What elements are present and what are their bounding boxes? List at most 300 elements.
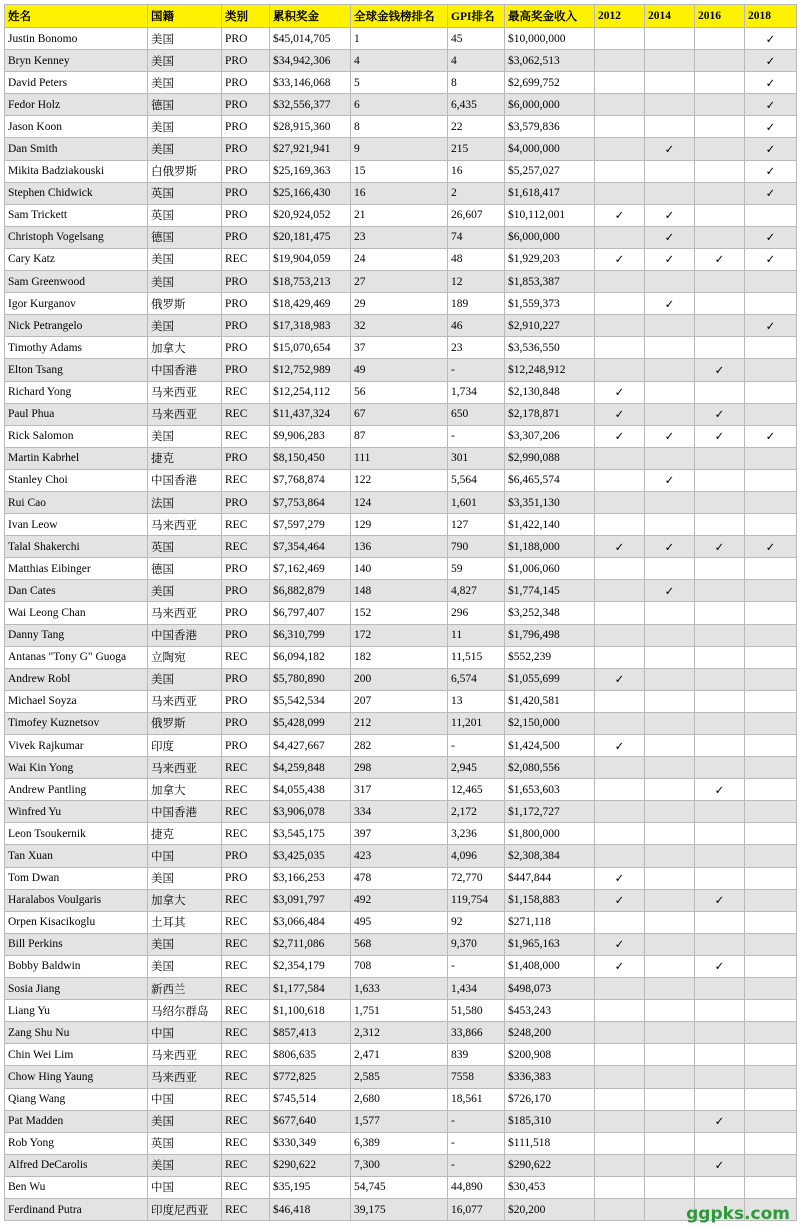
cell-name: Vivek Rajkumar [5, 735, 148, 757]
cell-gpi-rank: 215 [448, 138, 505, 160]
cell-money-list-rank: 87 [351, 425, 448, 447]
cell-2018 [745, 337, 797, 359]
cell-money-list-rank: 37 [351, 337, 448, 359]
cell-nationality: 美国 [148, 248, 222, 270]
cell-gpi-rank: - [448, 359, 505, 381]
cell-2012: ✓ [595, 381, 645, 403]
cell-total-earnings: $5,428,099 [270, 712, 351, 734]
table-row [5, 359, 797, 381]
cell-name: Antanas "Tony G" Guoga [5, 646, 148, 668]
table-row [5, 1088, 797, 1110]
cell-2016 [695, 801, 745, 823]
cell-2012 [595, 72, 645, 94]
cell-2014 [645, 1022, 695, 1044]
cell-top-cash: $2,130,848 [505, 381, 595, 403]
cell-category: REC [222, 1022, 270, 1044]
cell-money-list-rank: 1,577 [351, 1110, 448, 1132]
cell-name: Sam Greenwood [5, 271, 148, 293]
table-row [5, 1022, 797, 1044]
cell-category: PRO [222, 867, 270, 889]
cell-money-list-rank: 136 [351, 536, 448, 558]
cell-category: REC [222, 801, 270, 823]
table-row [5, 403, 797, 425]
cell-total-earnings: $677,640 [270, 1110, 351, 1132]
cell-total-earnings: $2,711,086 [270, 933, 351, 955]
cell-2018 [745, 514, 797, 536]
cell-2018 [745, 845, 797, 867]
cell-nationality: 马来西亚 [148, 381, 222, 403]
header-2018: 2018 [745, 5, 797, 28]
cell-nationality: 英国 [148, 182, 222, 204]
cell-gpi-rank: 4 [448, 50, 505, 72]
cell-money-list-rank: 4 [351, 50, 448, 72]
cell-money-list-rank: 29 [351, 293, 448, 315]
cell-money-list-rank: 200 [351, 668, 448, 690]
cell-money-list-rank: 334 [351, 801, 448, 823]
cell-gpi-rank: 74 [448, 226, 505, 248]
cell-gpi-rank: - [448, 955, 505, 977]
cell-2016 [695, 116, 745, 138]
cell-name: Matthias Eibinger [5, 558, 148, 580]
cell-total-earnings: $6,882,879 [270, 580, 351, 602]
cell-2012 [595, 1044, 645, 1066]
cell-gpi-rank: 72,770 [448, 867, 505, 889]
cell-money-list-rank: 49 [351, 359, 448, 381]
cell-total-earnings: $6,310,799 [270, 624, 351, 646]
cell-2014 [645, 1088, 695, 1110]
cell-2012 [595, 271, 645, 293]
cell-2016 [695, 911, 745, 933]
cell-2016 [695, 1066, 745, 1088]
cell-total-earnings: $18,753,213 [270, 271, 351, 293]
cell-gpi-rank: 1,434 [448, 978, 505, 1000]
table-row [5, 1110, 797, 1132]
cell-nationality: 马绍尔群岛 [148, 1000, 222, 1022]
cell-2018 [745, 911, 797, 933]
cell-2018 [745, 978, 797, 1000]
cell-2018 [745, 1110, 797, 1132]
header-nationality: 国籍 [148, 5, 222, 28]
cell-2014: ✓ [645, 580, 695, 602]
cell-2014 [645, 381, 695, 403]
cell-money-list-rank: 397 [351, 823, 448, 845]
cell-category: PRO [222, 845, 270, 867]
cell-nationality: 中国香港 [148, 469, 222, 491]
table-row [5, 72, 797, 94]
cell-total-earnings: $4,055,438 [270, 779, 351, 801]
cell-top-cash: $1,006,060 [505, 558, 595, 580]
table-row [5, 182, 797, 204]
cell-2016: ✓ [695, 359, 745, 381]
cell-name: Tom Dwan [5, 867, 148, 889]
cell-2016 [695, 735, 745, 757]
cell-gpi-rank: 6,574 [448, 668, 505, 690]
cell-2016 [695, 690, 745, 712]
cell-nationality: 俄罗斯 [148, 293, 222, 315]
cell-2014 [645, 845, 695, 867]
cell-top-cash: $1,420,581 [505, 690, 595, 712]
cell-2016: ✓ [695, 779, 745, 801]
cell-money-list-rank: 6,389 [351, 1132, 448, 1154]
cell-money-list-rank: 39,175 [351, 1198, 448, 1220]
cell-money-list-rank: 54,745 [351, 1176, 448, 1198]
cell-2018 [745, 469, 797, 491]
header-gpi-rank: GPI排名 [448, 5, 505, 28]
cell-2018 [745, 1088, 797, 1110]
cell-2016 [695, 50, 745, 72]
cell-category: REC [222, 425, 270, 447]
table-row [5, 1176, 797, 1198]
cell-2014 [645, 1176, 695, 1198]
table-row [5, 933, 797, 955]
table-row [5, 116, 797, 138]
cell-2018 [745, 1044, 797, 1066]
cell-nationality: 印度尼西亚 [148, 1198, 222, 1220]
table-row [5, 978, 797, 1000]
cell-2018 [745, 204, 797, 226]
cell-category: PRO [222, 712, 270, 734]
cell-total-earnings: $330,349 [270, 1132, 351, 1154]
cell-2012: ✓ [595, 867, 645, 889]
cell-total-earnings: $20,181,475 [270, 226, 351, 248]
table-body [5, 28, 797, 1221]
cell-2014 [645, 602, 695, 624]
cell-2012 [595, 337, 645, 359]
cell-2014 [645, 823, 695, 845]
cell-total-earnings: $28,915,360 [270, 116, 351, 138]
cell-total-earnings: $1,100,618 [270, 1000, 351, 1022]
cell-top-cash: $1,796,498 [505, 624, 595, 646]
cell-nationality: 马来西亚 [148, 757, 222, 779]
cell-top-cash: $3,351,130 [505, 491, 595, 513]
cell-top-cash: $1,929,203 [505, 248, 595, 270]
cell-2018 [745, 293, 797, 315]
header-category: 类别 [222, 5, 270, 28]
table-row [5, 668, 797, 690]
cell-2012 [595, 469, 645, 491]
cell-2014 [645, 1044, 695, 1066]
cell-nationality: 马来西亚 [148, 514, 222, 536]
cell-gpi-rank: 22 [448, 116, 505, 138]
cell-2012 [595, 1022, 645, 1044]
cell-2016: ✓ [695, 1110, 745, 1132]
cell-nationality: 土耳其 [148, 911, 222, 933]
cell-2012 [595, 315, 645, 337]
cell-money-list-rank: 6 [351, 94, 448, 116]
cell-top-cash: $3,062,513 [505, 50, 595, 72]
cell-nationality: 美国 [148, 271, 222, 293]
cell-gpi-rank: 790 [448, 536, 505, 558]
cell-2016: ✓ [695, 536, 745, 558]
cell-2018: ✓ [745, 182, 797, 204]
cell-2018: ✓ [745, 425, 797, 447]
cell-money-list-rank: 111 [351, 447, 448, 469]
cell-2018 [745, 757, 797, 779]
cell-name: Wai Kin Yong [5, 757, 148, 779]
cell-2016 [695, 602, 745, 624]
cell-2018 [745, 955, 797, 977]
cell-nationality: 马来西亚 [148, 690, 222, 712]
cell-2014 [645, 337, 695, 359]
cell-name: Ben Wu [5, 1176, 148, 1198]
cell-gpi-rank: - [448, 1132, 505, 1154]
cell-total-earnings: $32,556,377 [270, 94, 351, 116]
cell-total-earnings: $15,070,654 [270, 337, 351, 359]
cell-name: Qiang Wang [5, 1088, 148, 1110]
cell-top-cash: $200,908 [505, 1044, 595, 1066]
cell-category: PRO [222, 226, 270, 248]
cell-money-list-rank: 298 [351, 757, 448, 779]
cell-2018 [745, 558, 797, 580]
cell-2012 [595, 580, 645, 602]
cell-2014 [645, 690, 695, 712]
cell-2018: ✓ [745, 138, 797, 160]
cell-2012 [595, 514, 645, 536]
cell-name: Haralabos Voulgaris [5, 889, 148, 911]
cell-top-cash: $111,518 [505, 1132, 595, 1154]
cell-category: REC [222, 1088, 270, 1110]
cell-category: REC [222, 514, 270, 536]
cell-2018 [745, 1176, 797, 1198]
cell-2012 [595, 602, 645, 624]
cell-total-earnings: $2,354,179 [270, 955, 351, 977]
table-row [5, 911, 797, 933]
cell-2016 [695, 757, 745, 779]
cell-money-list-rank: 2,312 [351, 1022, 448, 1044]
cell-money-list-rank: 67 [351, 403, 448, 425]
cell-top-cash: $2,910,227 [505, 315, 595, 337]
cell-2014 [645, 94, 695, 116]
header-money-list-rank: 全球金钱榜排名 [351, 5, 448, 28]
cell-2018 [745, 712, 797, 734]
cell-name: Rick Salomon [5, 425, 148, 447]
header-2012: 2012 [595, 5, 645, 28]
cell-2014 [645, 757, 695, 779]
cell-total-earnings: $33,146,068 [270, 72, 351, 94]
cell-gpi-rank: 92 [448, 911, 505, 933]
cell-2012: ✓ [595, 425, 645, 447]
cell-gpi-rank: 8 [448, 72, 505, 94]
cell-2012 [595, 293, 645, 315]
cell-name: Pat Madden [5, 1110, 148, 1132]
cell-2018 [745, 668, 797, 690]
cell-2014 [645, 447, 695, 469]
cell-category: PRO [222, 690, 270, 712]
cell-name: Fedor Holz [5, 94, 148, 116]
cell-gpi-rank: 44,890 [448, 1176, 505, 1198]
cell-name: Jason Koon [5, 116, 148, 138]
cell-gpi-rank: 6,435 [448, 94, 505, 116]
cell-2016 [695, 293, 745, 315]
table-row [5, 845, 797, 867]
cell-name: Nick Petrangelo [5, 315, 148, 337]
cell-2016 [695, 381, 745, 403]
cell-category: REC [222, 469, 270, 491]
cell-total-earnings: $27,921,941 [270, 138, 351, 160]
cell-2014 [645, 182, 695, 204]
cell-top-cash: $552,239 [505, 646, 595, 668]
cell-total-earnings: $11,437,324 [270, 403, 351, 425]
cell-gpi-rank: 301 [448, 447, 505, 469]
cell-2016 [695, 1088, 745, 1110]
table-row [5, 28, 797, 50]
cell-top-cash: $248,200 [505, 1022, 595, 1044]
cell-name: Stanley Choi [5, 469, 148, 491]
cell-2012 [595, 359, 645, 381]
cell-2016 [695, 978, 745, 1000]
cell-money-list-rank: 1,633 [351, 978, 448, 1000]
cell-2014 [645, 1000, 695, 1022]
cell-gpi-rank: 46 [448, 315, 505, 337]
cell-category: PRO [222, 138, 270, 160]
cell-nationality: 法国 [148, 491, 222, 513]
cell-total-earnings: $25,166,430 [270, 182, 351, 204]
cell-2018 [745, 1000, 797, 1022]
cell-money-list-rank: 140 [351, 558, 448, 580]
cell-money-list-rank: 152 [351, 602, 448, 624]
cell-name: Dan Cates [5, 580, 148, 602]
cell-total-earnings: $806,635 [270, 1044, 351, 1066]
cell-nationality: 马来西亚 [148, 1044, 222, 1066]
cell-total-earnings: $7,597,279 [270, 514, 351, 536]
cell-name: Bill Perkins [5, 933, 148, 955]
cell-2012: ✓ [595, 248, 645, 270]
cell-name: Wai Leong Chan [5, 602, 148, 624]
cell-2016 [695, 315, 745, 337]
table-row [5, 469, 797, 491]
cell-category: PRO [222, 624, 270, 646]
cell-2018: ✓ [745, 116, 797, 138]
cell-2016 [695, 1000, 745, 1022]
cell-2018 [745, 1066, 797, 1088]
cell-2012 [595, 447, 645, 469]
table-row [5, 293, 797, 315]
cell-money-list-rank: 492 [351, 889, 448, 911]
cell-name: Ivan Leow [5, 514, 148, 536]
cell-name: Leon Tsoukernik [5, 823, 148, 845]
cell-name: Dan Smith [5, 138, 148, 160]
cell-2018 [745, 735, 797, 757]
cell-2014 [645, 867, 695, 889]
cell-2018 [745, 271, 797, 293]
cell-nationality: 美国 [148, 867, 222, 889]
cell-nationality: 捷克 [148, 447, 222, 469]
cell-2018 [745, 867, 797, 889]
cell-name: Martin Kabrhel [5, 447, 148, 469]
cell-gpi-rank: 59 [448, 558, 505, 580]
cell-2012 [595, 116, 645, 138]
cell-2016 [695, 138, 745, 160]
cell-name: Zang Shu Nu [5, 1022, 148, 1044]
cell-2016 [695, 867, 745, 889]
cell-2016 [695, 933, 745, 955]
cell-top-cash: $1,422,140 [505, 514, 595, 536]
cell-2016: ✓ [695, 248, 745, 270]
cell-2018 [745, 624, 797, 646]
cell-2012 [595, 1154, 645, 1176]
cell-2016 [695, 845, 745, 867]
cell-money-list-rank: 32 [351, 315, 448, 337]
cell-category: PRO [222, 735, 270, 757]
cell-total-earnings: $34,942,306 [270, 50, 351, 72]
cell-category: REC [222, 381, 270, 403]
table-row [5, 1132, 797, 1154]
cell-nationality: 立陶宛 [148, 646, 222, 668]
table-row [5, 514, 797, 536]
cell-name: Mikita Badziakouski [5, 160, 148, 182]
cell-total-earnings: $17,318,983 [270, 315, 351, 337]
cell-top-cash: $30,453 [505, 1176, 595, 1198]
cell-category: REC [222, 978, 270, 1000]
cell-gpi-rank: 296 [448, 602, 505, 624]
cell-2016 [695, 337, 745, 359]
cell-total-earnings: $25,169,363 [270, 160, 351, 182]
cell-2014 [645, 911, 695, 933]
cell-2014 [645, 779, 695, 801]
cell-name: Michael Soyza [5, 690, 148, 712]
cell-2012 [595, 1176, 645, 1198]
cell-gpi-rank: 26,607 [448, 204, 505, 226]
cell-top-cash: $3,536,550 [505, 337, 595, 359]
cell-money-list-rank: 27 [351, 271, 448, 293]
cell-2014 [645, 1110, 695, 1132]
cell-name: Orpen Kisacikoglu [5, 911, 148, 933]
cell-money-list-rank: 129 [351, 514, 448, 536]
cell-2018 [745, 1022, 797, 1044]
cell-name: Liang Yu [5, 1000, 148, 1022]
cell-gpi-rank: 51,580 [448, 1000, 505, 1022]
cell-2016 [695, 823, 745, 845]
table-row [5, 823, 797, 845]
cell-gpi-rank: 16 [448, 160, 505, 182]
cell-2014: ✓ [645, 138, 695, 160]
cell-top-cash: $3,307,206 [505, 425, 595, 447]
cell-nationality: 新西兰 [148, 978, 222, 1000]
cell-name: Elton Tsang [5, 359, 148, 381]
cell-2016: ✓ [695, 955, 745, 977]
table-row [5, 1198, 797, 1220]
cell-nationality: 美国 [148, 580, 222, 602]
table-row [5, 558, 797, 580]
cell-2012 [595, 712, 645, 734]
cell-money-list-rank: 1 [351, 28, 448, 50]
cell-nationality: 英国 [148, 536, 222, 558]
cell-top-cash: $20,200 [505, 1198, 595, 1220]
cell-gpi-rank: - [448, 1154, 505, 1176]
cell-gpi-rank: 33,866 [448, 1022, 505, 1044]
cell-top-cash: $185,310 [505, 1110, 595, 1132]
cell-top-cash: $498,073 [505, 978, 595, 1000]
cell-2014: ✓ [645, 536, 695, 558]
cell-nationality: 美国 [148, 138, 222, 160]
cell-2014: ✓ [645, 248, 695, 270]
cell-gpi-rank: 18,561 [448, 1088, 505, 1110]
cell-top-cash: $12,248,912 [505, 359, 595, 381]
cell-gpi-rank: 13 [448, 690, 505, 712]
cell-2016 [695, 226, 745, 248]
cell-top-cash: $336,383 [505, 1066, 595, 1088]
cell-2016 [695, 580, 745, 602]
cell-money-list-rank: 568 [351, 933, 448, 955]
cell-top-cash: $1,055,699 [505, 668, 595, 690]
table-row [5, 1044, 797, 1066]
table-row [5, 271, 797, 293]
cell-nationality: 马来西亚 [148, 403, 222, 425]
cell-2014 [645, 978, 695, 1000]
table-row [5, 138, 797, 160]
cell-name: Rob Yong [5, 1132, 148, 1154]
cell-2016 [695, 447, 745, 469]
